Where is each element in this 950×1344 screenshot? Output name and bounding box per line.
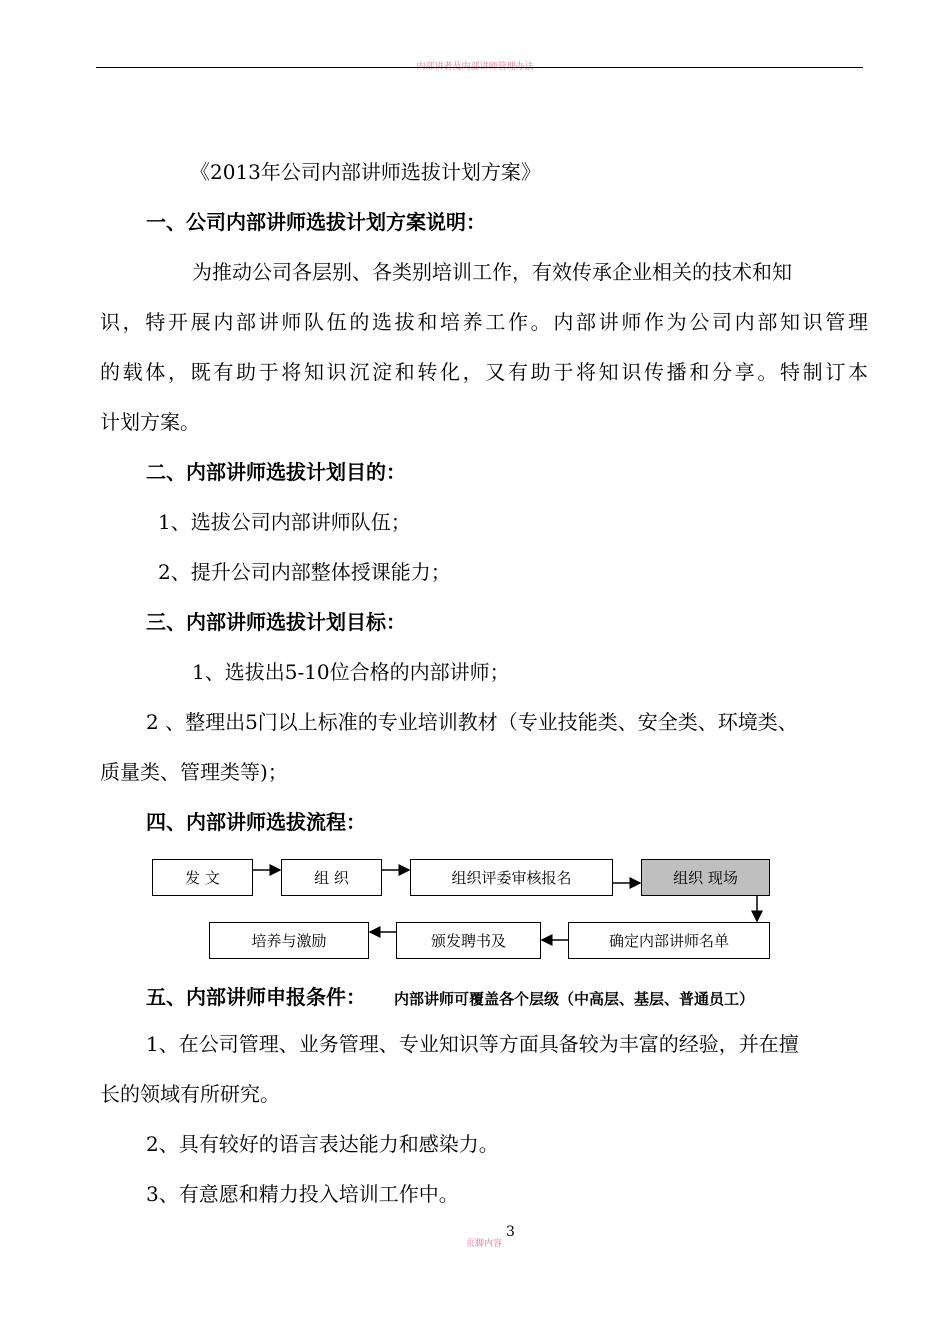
section1-para-line: 计划方案。 <box>100 410 200 434</box>
section5-heading: 五、内部讲师申报条件： <box>146 985 366 1009</box>
section3-heading: 三、内部讲师选拔计划目标： <box>146 610 406 634</box>
flow-step-training-incentive: 培养与激励 <box>209 922 369 959</box>
section3-item: 1、选拔出5-10位合格的内部讲师； <box>192 660 510 684</box>
document-title: 《2013年公司内部讲师选拔计划方案》 <box>190 160 541 184</box>
section3-item: 2 、整理出5门以上标准的专业培训教材（专业技能类、安全类、环境类、 <box>146 710 798 734</box>
section2-item: 1、选拔公司内部讲师队伍； <box>158 510 411 534</box>
page-header-text: 内部讲者及内部讲师管理办法 <box>416 62 534 72</box>
section3-item-continuation: 质量类、管理类等)； <box>100 760 288 784</box>
section5-item-continuation: 长的领域有所研究。 <box>100 1082 280 1106</box>
section1-para-line: 识，特开展内部讲师队伍的选拔和培养工作。内部讲师作为公司内部知识管理 <box>100 310 868 334</box>
section1-heading: 一、公司内部讲师选拔计划方案说明： <box>146 210 486 234</box>
section5-item: 2、具有较好的语言表达能力和感染力。 <box>146 1132 499 1156</box>
flow-step-onsite-organization: 组织 现场 <box>641 859 770 896</box>
section4-heading: 四、内部讲师选拔流程： <box>146 810 366 834</box>
flow-step-confirm-list: 确定内部讲师名单 <box>568 922 770 959</box>
flow-step-organize: 组 织 <box>281 859 382 896</box>
section2-heading: 二、内部讲师选拔计划目的： <box>146 460 406 484</box>
flow-step-issue-certificates: 颁发聘书及 <box>396 922 541 959</box>
section2-item: 2、提升公司内部整体授课能力； <box>158 560 451 584</box>
section5-item: 1、在公司管理、业务管理、专业知识等方面具备较为丰富的经验，并在擅 <box>146 1032 799 1056</box>
page-footer-text: 页脚内容 <box>466 1239 503 1249</box>
section5-item: 3、有意愿和精力投入培训工作中。 <box>146 1182 459 1206</box>
section1-para-line: 的载体，既有助于将知识沉淀和转化，又有助于将知识传播和分享。特制订本 <box>100 360 868 384</box>
section1-para-line: 为推动公司各层别、各类别培训工作，有效传承企业相关的技术和知 <box>192 260 792 284</box>
flow-step-review-registration: 组织评委审核报名 <box>410 859 613 896</box>
flow-step-issue-document: 发 文 <box>152 859 253 896</box>
page-number: 3 <box>506 1224 515 1240</box>
section5-note: 内部讲师可覆盖各个层级（中高层、基层、普通员工） <box>394 990 755 1008</box>
